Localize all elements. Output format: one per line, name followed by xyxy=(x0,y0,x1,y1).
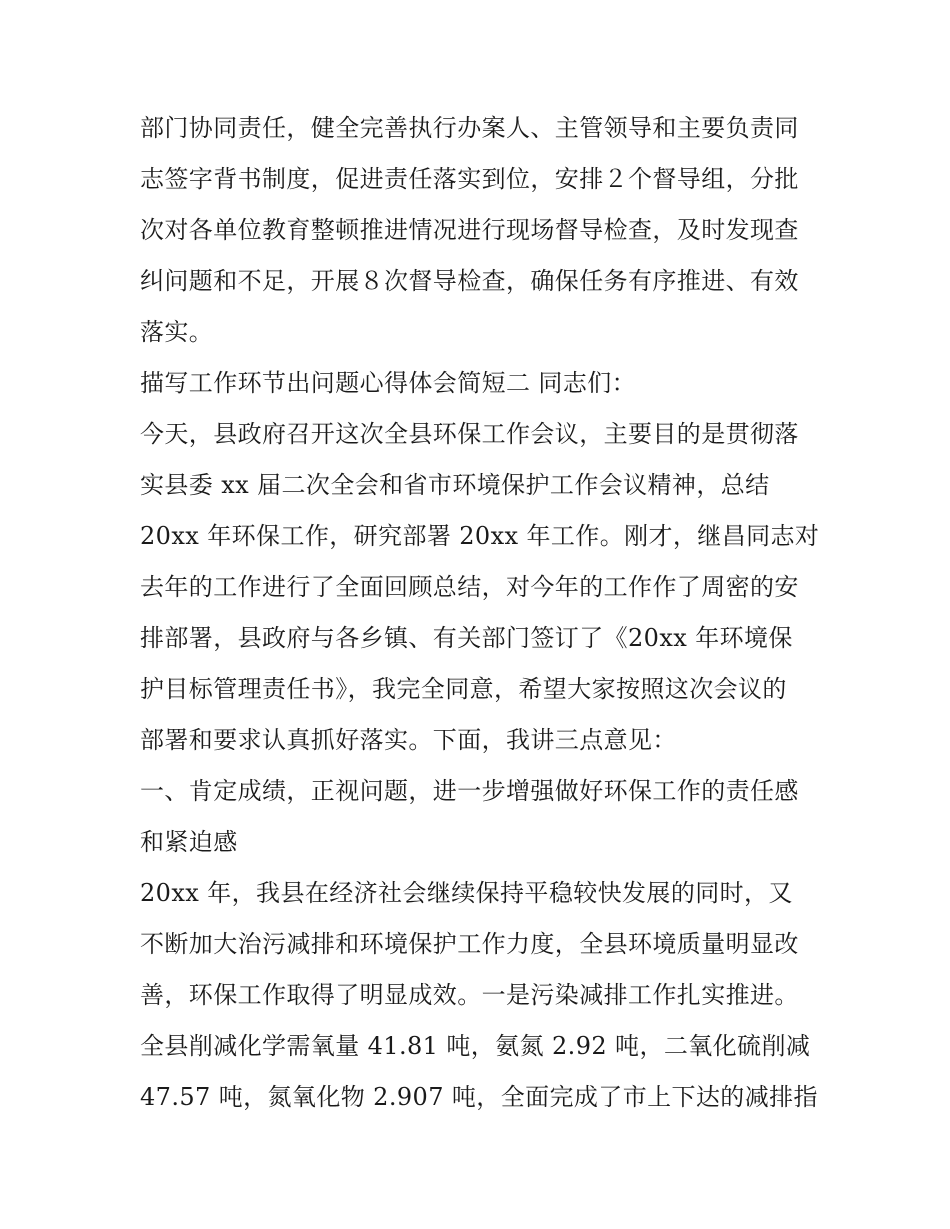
text-line: 不断加大治污减排和环境保护工作力度，全县环境质量明显改 xyxy=(140,930,799,958)
text-line: 护目标管理责任书》，我完全同意，希望大家按照这次会议的 xyxy=(140,675,787,703)
subheading-line: 一、肯定成绩，正视问题，进一步增强做好环保工作的责任感 xyxy=(140,777,799,805)
text-line: 20xx 年环保工作，研究部署 20xx 年工作。刚才，继昌同志对 xyxy=(140,522,820,550)
text-line: 47.57 吨，氮氧化物 2.907 吨，全面完成了市上下达的减排指 xyxy=(140,1083,818,1111)
subheading-line: 和紧迫感 xyxy=(140,828,238,856)
text-line: 20xx 年，我县在经济社会继续保持平稳较快发展的同时，又 xyxy=(140,879,793,907)
text-line: 实县委 xx 届二次全会和省市环境保护工作会议精神，总结 xyxy=(140,471,770,499)
text-line: 落实。 xyxy=(140,318,214,346)
text-line: 纠问题和不足，开展８次督导检查，确保任务有序推进、有效 xyxy=(140,267,799,295)
text-line: 今天，县政府召开这次全县环保工作会议，主要目的是贯彻落 xyxy=(140,420,799,448)
section-heading: 描写工作环节出问题心得体会简短二 同志们： xyxy=(140,369,637,397)
text-line: 志签字背书制度，促进责任落实到位，安排２个督导组，分批 xyxy=(140,165,799,193)
text-line: 部门协同责任，健全完善执行办案人、主管领导和主要负责同 xyxy=(140,114,799,142)
text-line: 善，环保工作取得了明显成效。一是污染减排工作扎实推进。 xyxy=(140,981,799,1009)
text-line: 次对各单位教育整顿推进情况进行现场督导检查，及时发现查 xyxy=(140,216,799,244)
text-line: 部署和要求认真抓好落实。下面，我讲三点意见： xyxy=(140,726,677,754)
text-line: 排部署，县政府与各乡镇、有关部门签订了《20xx 年环境保 xyxy=(140,624,793,652)
text-line: 去年的工作进行了全面回顾总结，对今年的工作作了周密的安 xyxy=(140,573,799,601)
text-line: 全县削减化学需氧量 41.81 吨，氨氮 2.92 吨，二氧化硫削减 xyxy=(140,1032,811,1060)
document-body xyxy=(140,109,820,1129)
